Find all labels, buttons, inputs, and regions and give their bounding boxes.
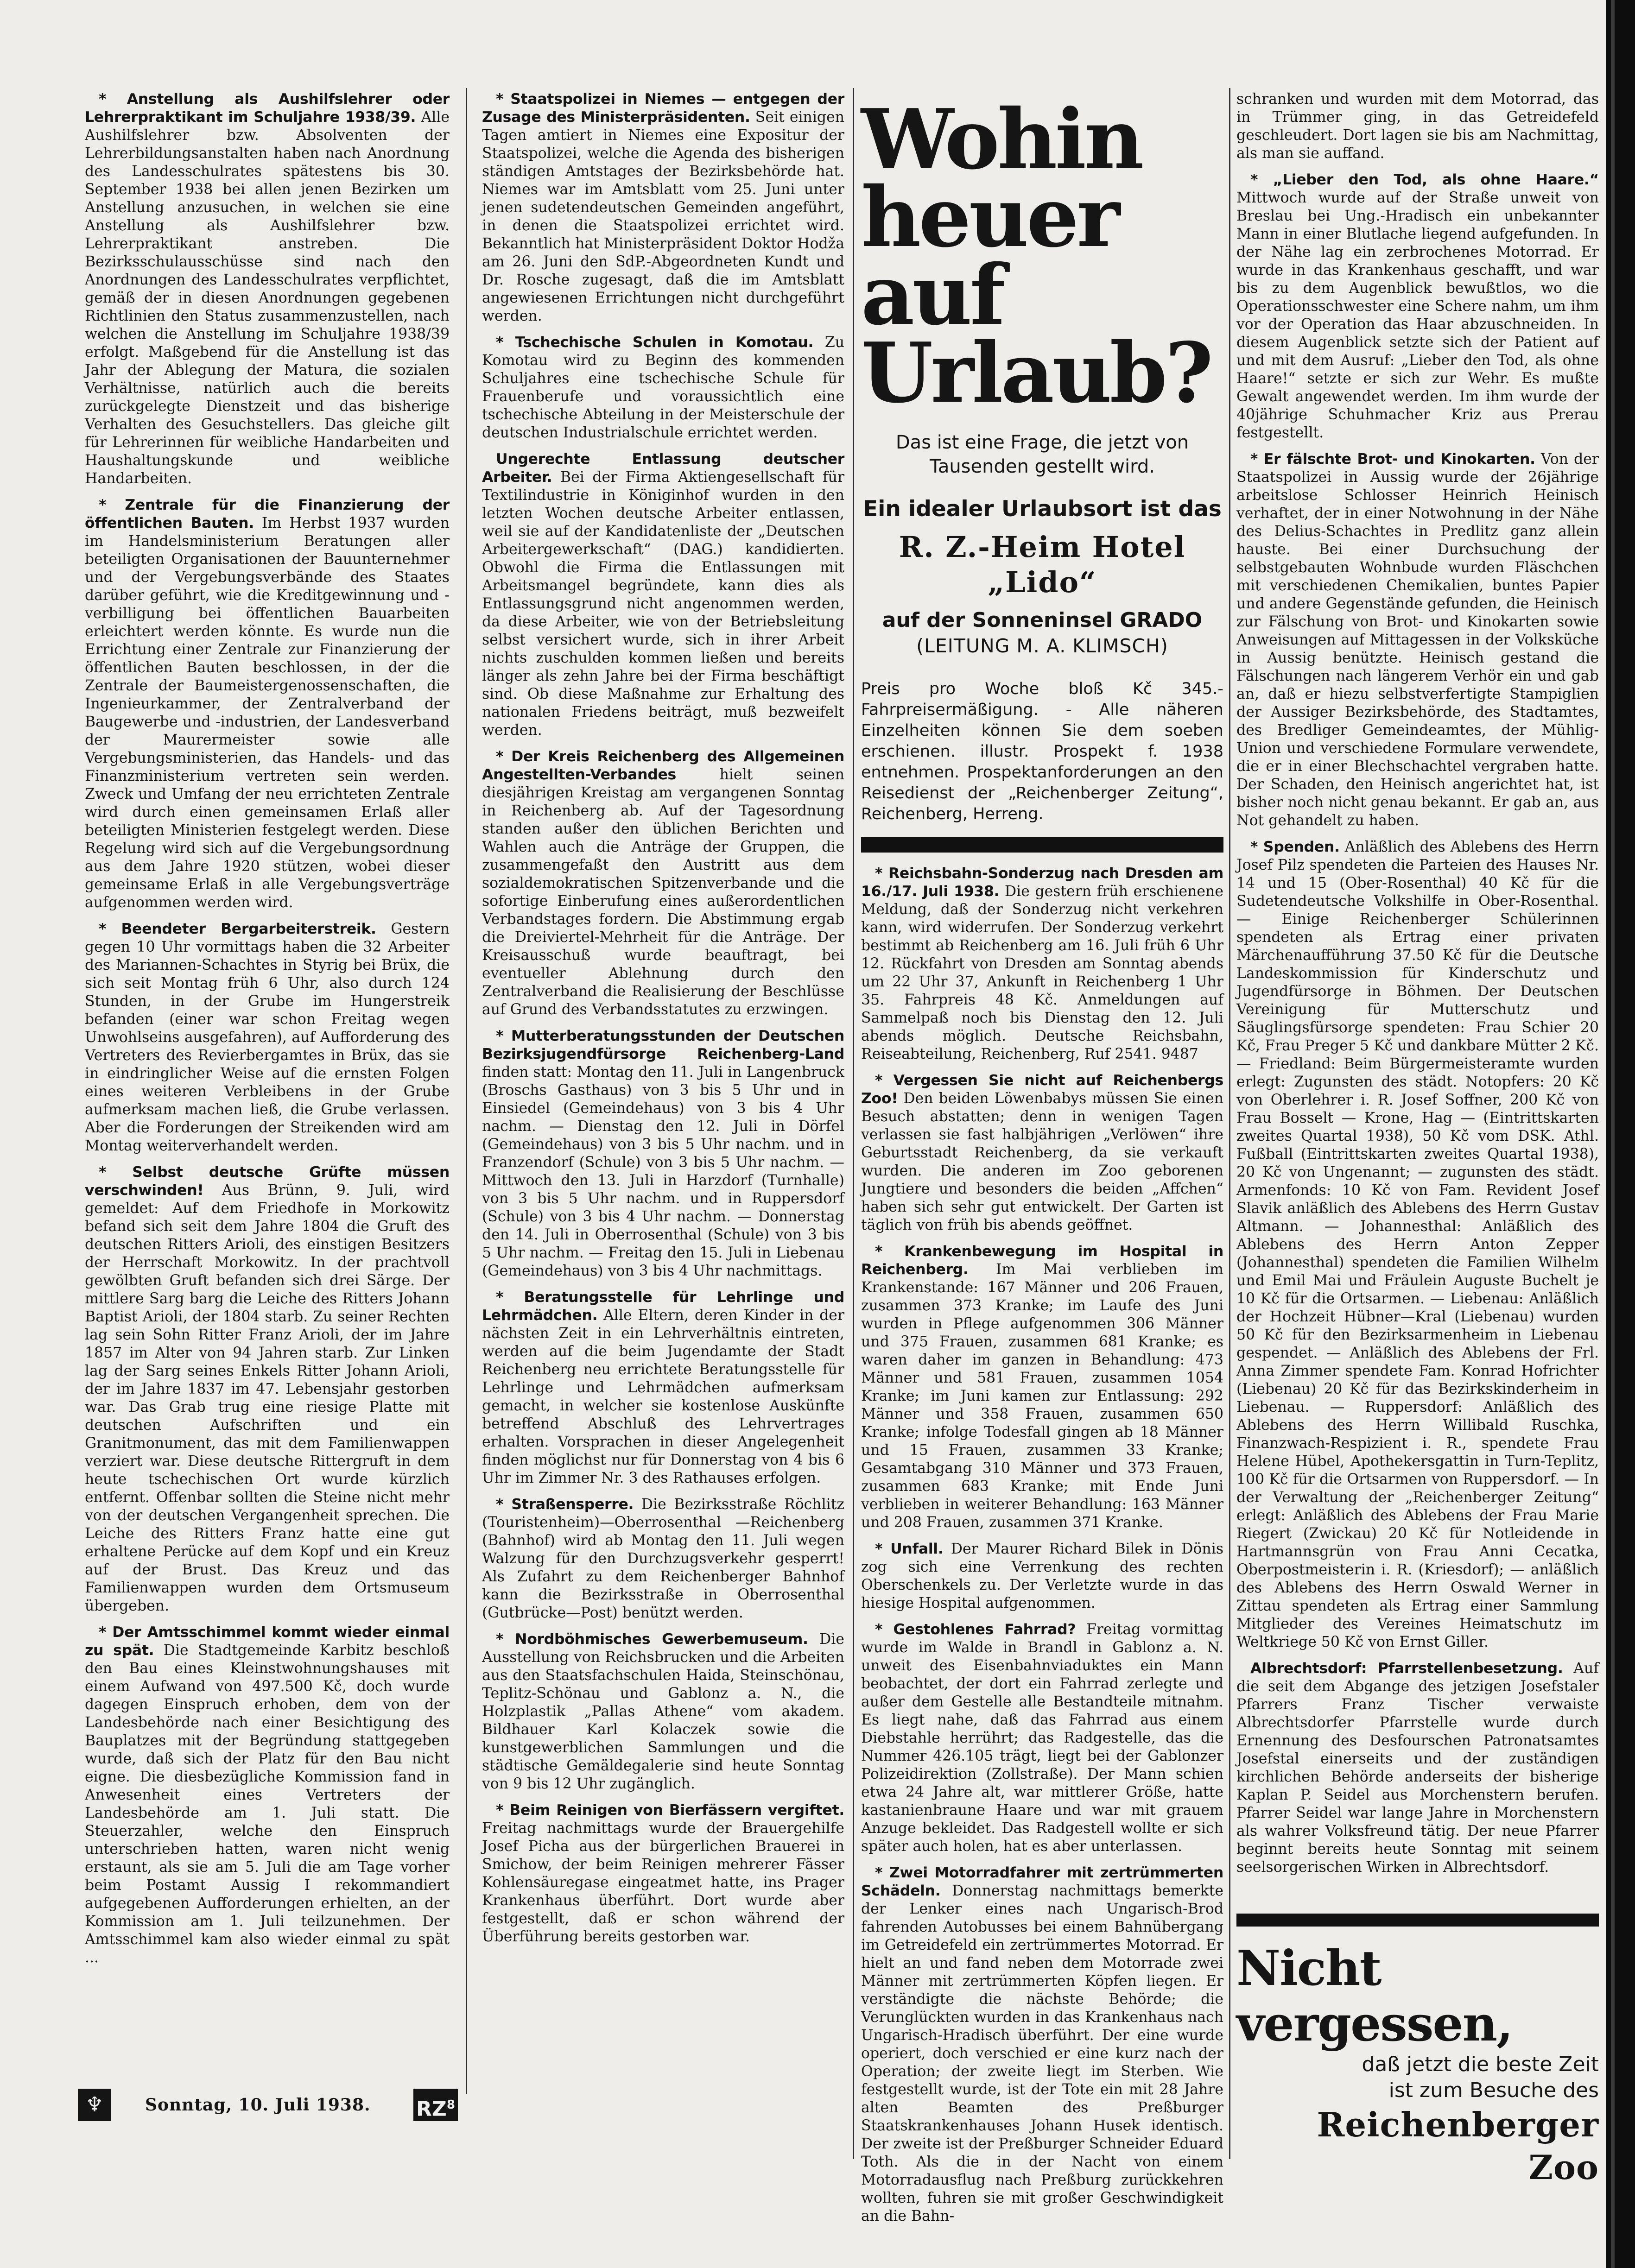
article-body: Anläßlich des Ablebens des Herrn Josef Pilz spendeten die Parteien des Hauses Nr. 14 und 15 (Ober-Rosenthal) 40 Kč für die Sudetendeutsche Volkshilfe in Ober-Rosenthal. — Einige Reichenberger Schülerinnen spendeten als Ertrag einer privaten Märchenaufführung 37.50 Kč für die Deutsche Landeskommission für Kinderschutz und Jugendfürsorge in Böhmen. Der Deutschen Vereinigung für Mutterschutz und Säuglingsfürsorge spendeten: Frau Schier 20 Kč, Frau Preger 5 Kč und dankbare Mütter 2 Kč. — Friedland: Beim Bürgermeisteramte wurden erlegt: Zugunsten des städt. Notopfers: 20 Kč von Oberlehrer i. R. Josef Soffner, 200 Kč von Frau Bosselt — Krone, Hag — (Eintrittskarten zweites Quartal 1938), 50 Kč vom DSK. Athl. Fußball (Eintrittskarten zweites Quartal 1938), 20 Kč von Ungenannt; — zugunsten des städt. Armenfonds: 10 Kč von Fam. Revident Josef Slavik anläßlich des Ablebens des Herrn Gustav Altmann. — Johannesthal: Anläßlich des Ablebens des Herrn Anton Zepper (Johannesthal) spendeten die Familien Wilhelm und Emil Mai und Fräulein Auguste Buchelt je 10 Kč für die Ortsarmen. — Liebenau: Anläßlich der Hochzeit Hübner—Kral (Liebenau) wurden 50 Kč für den Bezirksarmenheim in Liebenau gespendet. — Anläßlich des Ablebens der Frl. Anna Zimmer spendete Fam. Konrad Hofrichter (Liebenau) 20 Kč für das Bezirkskinderheim in Liebenau. — Ruppersdorf: Anläßlich des Ablebens des Herrn Willibald Ruschka, Finanzwach-Respizient i. R., spendete Frau Helene Hübel, Apothekersgattin in Turn-Teplitz, 100 Kč für die Ortsarmen von Ruppersdorf. — In der Verwaltung der „Reichenberger Zeitung“ erlegt: Anläßlich des Ablebens der Frau Marie Riegert (Zwickau) 20 Kč für Notleidende in Hartmannsgrün von Frau Anni Cecatka, Oberpostmeisterin i. R. (Kriesdorf); — anläßlich des Ablebens des Herrn Oswald Werner in Zittau spendeten als Ertrag einer Sammlung Mitglieder des Vereines Heimatschutz im Weltkriege 50 Kč von Ernst Giller.: [1236, 839, 1599, 1650]
article-body: Aus Brünn, 9. Juli, wird gemeldet: Auf dem Friedhofe in Morkowitz befand sich seit dem Jahre 1804 die Gruft des deutschen Ritters Arioli, des einstigen Besitzers der Herrschaft Morkowitz. In der prachtvoll gewölbten Gruft befanden sich drei Särge. Der mittlere Sarg barg die Leiche des Ritters Johann Baptist Arioli, der 1804 starb. Zu seiner Rechten lag sein Sohn Ritter Franz Arioli, der im Jahre 1857 im Alter von 94 Jahren starb. Zur Linken lag der Sarg seines Enkels Ritter Johann Arioli, der im Jahre 1837 im 47. Lebensjahr gestorben war. Das Grab trug eine riesige Platte mit deutschen Aufschriften und ein Granitmonument, das mit dem Familienwappen verziert war. Diese deutsche Rittergruft in dem heute tschechischen Ort wurde kürzlich entfernt. Offenbar sollten die Steine nicht mehr von der deutschen Vergangenheit sprechen. Die Leiche des Ritters Franz hatte eine gut erhaltene Perücke auf dem Kopf und ein Kreuz auf der Brust. Das Kreuz und das Familienwappen wurden dem Ortsmuseum übergeben.: [85, 1182, 450, 1614]
column-1: [85, 90, 450, 2087]
ad-question: Das ist eine Frage, die jetzt von Tausenden gestellt wird.: [895, 432, 1189, 477]
article-body: hielt seinen diesjährigen Kreistag am vergangenen Sonntag in Reichenberg ab. Auf der Tagesordnung standen außer den üblichen Berichten und Wahlen auch die Anträge der Gruppen, die zusammengefaßt den Austritt aus dem sozialdemokratischen Spitzenverbande und die sofortige Einberufung eines außerordentlichen Verbandstages fordern. Die Abstimmung ergab die Dreiviertel-Mehrheit für die Anträge. Der Kreisausschuß wurde beauftragt, bei eventueller Ablehnung durch den Zentralverband die Realisierung der Beschlüsse auf Grund des Verbandsstatutes zu erzwingen.: [482, 766, 844, 1018]
advertisement-zoo: [1236, 1914, 1599, 2189]
article: [482, 1801, 844, 1946]
ad-price-text: Preis pro Woche bloß Kč 345.- Fahrpreisermäßigung. - Alle näheren Einzelheiten können Sie dem soeben erschienen. illustr. Prospekt f. 1938 entnehmen. Prospektanforderungen an den Reisedienst der „Reichenberger Zeitung“, Reichenberg, Herreng.: [861, 680, 1223, 823]
ad-rule: [861, 837, 1223, 853]
article-headline: * Mutterberatungsstunden der Deutschen Bezirksjugendfürsorge Reichenberg-Land: [482, 1028, 844, 1062]
article-headline: * Reichsbahn-Sonderzug nach Dresden am 16./17. Juli 1938.: [861, 865, 1223, 900]
article: [1236, 450, 1599, 830]
article-body: finden statt: Montag den 11. Juli in Langenbruck (Broschs Gasthaus) von 3 bis 5 Uhr und in Einsiedel (Gemeindehaus) von 3 bis 4 Uhr nachm. — Dienstag den 12. Juli in Dörfel (Gemeindehaus) von 3 bis 5 Uhr nachm. und in Franzendorf (Schule) von 3 bis 5 Uhr nachm. — Mittwoch den 13. Juli in Harzdorf (Turnhalle) von 3 bis 5 Uhr nachm. und in Ruppersdorf (Schule) von 3 bis 4 Uhr nachm. — Donnerstag den 14. Juli in Oberrosenthal (Schule) von 3 bis 5 Uhr nachm. — Freitag den 15. Juli in Liebenau (Gemeindehaus) von 3 bis 4 Uhr nachmittags.: [482, 1064, 844, 1279]
article-headline: * Gestohlenes Fahrrad?: [875, 1621, 1076, 1638]
article-body: Die Stadtgemeinde Karbitz beschloß den Bau eines Kleinstwohnungshauses mit einem Aufwand von 497.500 Kč, doch wurde dagegen Einspruch erhoben, dem von der Landesbehörde nach einer Besichtigung des Bauplatzes mit der Begründung stattgegeben wurde, daß sich der Platz für den Bau nicht eigne. Die diesbezügliche Kommission fand in Anwesenheit eines Vertreters der Landesbehörde am 1. Juli statt. Die Steuerzahler, welche den Einspruch unterschrieben hatten, waren nicht wenig erstaunt, als sie am 5. Juli die am Tage vorher beim Postamt Aussig I rekommandiert aufgegebenen Aufforderungen erhielten, an der Kommission am 1. Juli teilzunehmen. Der Amtsschimmel kam also wieder einmal zu spät ...: [85, 1642, 450, 1966]
article-body: Donnerstag nachmittags bemerkte der Lenker eines nach Ungarisch-Brod fahrenden Autobusses bei einem Bahnübergang im Getreidefeld ein zertrümmertes Motorrad. Er hielt an und fand neben dem Motorrade zwei Männer mit zertrümmerten Köpfen liegen. Er verständigte die nächste Behörde; die Verunglückten wurden in das Krankenhaus nach Ungarisch-Hradisch überführt. Der eine wurde operiert, doch verschied er eine kurz nach der Operation; der zweite liegt im Sterben. Wie festgestellt wurde, ist der Tote ein mit 28 Jahre alten Beamten des Preßburger Staatskrankenhauses Johann Husek identisch. Der zweite ist der Preßburger Schneider Eduard Toth. Als die in der Nacht von einem Motorradausflug nach Preßburg zurückkehren wollten, fuhren sie mit großer Geschwindigkeit an die Bahn-: [861, 1883, 1223, 2224]
ad-hotel-name: R. Z.-Heim Hotel „Lido“: [899, 530, 1186, 599]
article-body: Der Maurer Richard Bilek in Dönis zog sich eine Verrenkung des rechten Oberschenkels zu. Der Verletzte wurde in das hiesige Hospital aufgenommen.: [861, 1541, 1223, 1611]
article-headline: * Unfall.: [875, 1541, 944, 1557]
article: [1236, 171, 1599, 442]
article-headline: * Er fälschte Brot- und Kinokarten.: [1250, 451, 1535, 467]
article-headline: * Straßensperre.: [496, 1496, 634, 1513]
article: [482, 1289, 844, 1487]
ad-ideal: Ein idealer Urlaubsort ist das: [863, 496, 1222, 522]
article-headline: * Staatspolizei in Niemes — entgegen der Zusage des Ministerpräsidenten.: [482, 91, 844, 126]
article: [861, 1621, 1223, 1856]
article: [85, 90, 450, 488]
issue-date: Sonntag, 10. Juli 1938.: [145, 2095, 371, 2115]
column-2: [482, 90, 844, 2159]
ad-island: auf der Sonneninsel GRADO: [882, 608, 1203, 632]
page-footer: [78, 2089, 458, 2126]
article-body: Die Ausstellung von Reichsbrucken und die Arbeiten aus den Staatsfachschulen Haida, Steinschönau, Teplitz-Schönau und Gablonz a. N., die Holzplastik „Pallas Athene“ vom akadem. Bildhauer Karl Kolaczek sowie die kunstgewerblichen Sammlungen und die städtische Gemäldegalerie sind heute Sonntag von 9 bis 12 Uhr zugänglich.: [482, 1631, 844, 1792]
zoo-ad-title: Nicht vergessen,: [1236, 1939, 1513, 2052]
article: [482, 90, 844, 325]
article-body: Auf die seit dem Abgange des jetzigen Josefstaler Pfarrers Franz Tischer verwaiste Albrechtsdorfer Pfarrstelle wurde durch Ernennung des Desfourschen Patronatsamtes Josefstal einerseits und der zuständigen kirchlichen Behörde anderseits der bisherige Kaplan P. Seidel aus Morchenstern berufen. Pfarrer Seidel war lange Jahre in Morchenstern als wahrer Volksfreund tätig. Der neue Pfarrer beginnt bereits heute Sonntag mit seinem seelsorgerischen Wirken in Albrechtsdorf.: [1236, 1660, 1599, 1876]
article-body: Freitag vormittag wurde im Walde in Brandl in Gablonz a. N. unweit des Eisenbahnviaduktes ein Mann beobachtet, der dort ein Fahrrad zerlegte und außer dem Gestelle alle Bestandteile mitnahm. Es liegt nahe, daß das Fahrrad aus einem Diebstahle herrührt; das Radgestelle, das die Nummer 426.105 trägt, liegt bei der Gablonzer Polizeidirektion (Zollstraße). Der Mann schien etwa 24 Jahre alt, war mittlerer Größe, hatte kastanienbraune Haare und war mit grauem Anzuge bekleidet. Das Radgestell wollte er sich später auch holen, hat es aber unterlassen.: [861, 1621, 1223, 1855]
newspaper-logo-letters: RZ: [416, 2097, 447, 2121]
scan-edge: [1606, 0, 1635, 2268]
article: [482, 334, 844, 442]
article-headline: * Der Amtsschimmel kommt wieder einmal zu spät.: [85, 1624, 450, 1659]
article: [861, 1072, 1223, 1234]
article-headline: * Zentrale für die Finanzierung der öffentlichen Bauten.: [85, 497, 450, 531]
article-body: Bei der Firma Aktiengesellschaft für Textilindustrie in Königinhof wurden in den letzten Wochen deutsche Arbeiter entlassen, weil sie auf der Kandidatenliste der „Deutschen Arbeitergewerkschaft“ (DAG.) kandidierten. Obwohl die Firma die Entlassungen mit Arbeitsmangel begründete, kann dies als Entlassungsgrund nicht angenommen werden, da diese Arbeiter, wie von der Betriebsleitung selbst versichert wurde, sich in ihrer Arbeit nichts zuschulden kommen ließen und bereits länger als zehn Jahre bei der Firma beschäftigt sind. Ob diese Maßnahme zur Erhaltung des nationalen Friedens beiträgt, muß bezweifelt werden.: [482, 469, 845, 739]
article: [861, 1864, 1223, 2225]
article-headline: * „Lieber den Tod, als ohne Haare.“: [1250, 171, 1599, 188]
zoo-ad-name: Reichenberger Zoo: [1317, 2105, 1599, 2187]
emblem-icon: ♆: [78, 2089, 111, 2121]
article-headline: * Anstellung als Aushilfslehrer oder Lehrerpraktikant im Schuljahre 1938/39.: [85, 91, 450, 126]
zoo-ad-line: daß jetzt die beste Zeit: [1362, 2053, 1599, 2076]
article: [861, 1243, 1223, 1532]
article: [482, 450, 844, 739]
article: [1236, 1660, 1599, 1876]
article-body: Alle Eltern, deren Kinder in der nächsten Zeit in ein Lehrverhältnis eintreten, werden auf die beim Jugendamte der Stadt Reichenberg neu errichtete Beratungsstelle für Lehrlinge und Lehrmädchen aufmerksam gemacht, in welcher sie kostenlose Auskünfte betreffend Abschluß des Lehrvertrages erhalten. Vorsprachen in dieser Angelegenheit finden möglichst nur für Donnerstag von 4 bis 6 Uhr im Zimmer Nr. 3 des Rathauses erfolgen.: [482, 1307, 844, 1486]
article: [1236, 838, 1599, 1651]
article-headline: * Beratungsstelle für Lehrlinge und Lehrmädchen.: [482, 1289, 844, 1324]
column-rule: [466, 88, 467, 2094]
article-headline: * Nordböhmisches Gewerbemuseum.: [496, 1631, 808, 1648]
article-body: Den beiden Löwenbabys müssen Sie einen Besuch abstatten; denn in wenigen Tagen verlassen sie fast halbjährigen „Verlöwen“ ihre Geburtsstadt Reichenberg, da sie verkauft wurden. Die anderen im Zoo geborenen Jungtiere und besonders die beiden „Affchen“ haben sich sehr gut entwickelt. Der Garten ist täglich von früh bis abends geöffnet.: [861, 1090, 1223, 1233]
article-body: Seit einigen Tagen amtiert in Niemes eine Expositur der Staatspolizei, welche die Agenda des bisherigen ständigen Amtstages der Bezirksbehörde hat. Niemes war im Amtsblatt vom 25. Juni unter jenen sudetendeutschen Gemeinden angeführt, in denen die Staatspolizei errichtet wird. Bekanntlich hat Ministerpräsident Doktor Hodža am 26. Juni den SdP.-Abgeordneten Kundt und Dr. Rosche zugesagt, daß die im Amtsblatt angewiesenen Errichtungen nicht durchgeführt werden.: [482, 109, 844, 324]
article-headline: * Beendeter Bergarbeiterstreik.: [99, 921, 376, 937]
article-body: Im Herbst 1937 wurden im Handelsministerium Beratungen aller beteiligten Organisationen der Bauunternehmer und der Vergebungsverbände des Staates darüber geführt, wie die Kreditgewinnung und -verbilligung bei öffentlichen Bauarbeiten erleichtert werden könnte. Es wurde nun die Errichtung einer Zentrale zur Finanzierung der öffentlichen Bauten beschlossen, in der die Zentrale der Baumeistergenossenschaften, die Ingenieurkammer, der Zentralverband der Baugewerbe und -industrien, der Landesverband der Maurermeister sowie alle Vergebungsministerien, das Handels- und das Finanzministerium vertreten sein werden. Zweck und Umfang der neu errichteten Zentrale wird durch einen gemeinsamen Erlaß aller beteiligten Ministerien festgelegt werden. Diese Regelung wird sich auf die Vergebungsordnung aus dem Jahre 1920 stützen, wobei dieser gemeinsame Erlaß in alle Vergebungsverträge aufgenommen werden wird.: [85, 515, 450, 911]
article: [482, 1027, 844, 1280]
column-rule: [853, 88, 854, 2159]
newspaper-logo: [413, 2089, 458, 2121]
article: [482, 1630, 844, 1793]
article: [861, 865, 1223, 1063]
column-rule: [1229, 88, 1230, 2159]
article-headline: * Vergessen Sie nicht auf Reichenbergs Zoo!: [861, 1072, 1223, 1107]
article-headline: Albrechtsdorf: Pfarrstellenbesetzung.: [1250, 1660, 1563, 1677]
article-body: Mittwoch wurde auf der Straße unweit von Breslau bei Ung.-Hradisch ein unbekannter Mann in einer Blutlache liegend aufgefunden. In der Nähe lag ein zerbrochenes Motorrad. Er wurde in das Krankenhaus geschafft, und war bis zu dem Augenblick bewußtlos, wo die Operationsschwester eine Schere nahm, um ihm vor der Operation das Haar abzuschneiden. In diesem Augenblick setzte sich der Patient auf und mit dem Ausruf: „Lieber den Tod, als ohne Haare!“ setzte er sich zur Wehr. Es mußte Gewalt angewendet werden. Im ihm wurde der 40jährige Schuhmacher Kriz aus Prerau festgestellt.: [1236, 190, 1599, 441]
article-body: Die Bezirksstraße Röchlitz (Touristenheim)—Oberrosenthal —Reichenberg (Bahnhof) wird ab Montag den 11. Juli wegen Walzung für den Durchzugsverkehr gesperrt! Als Zufahrt zu dem Reichenberger Bahnhof kann die Bezirksstraße in Oberrosenthal (Gutbrücke—Post) benützt werden.: [482, 1496, 845, 1621]
article-headline: Ungerechte Entlassung deutscher Arbeiter.: [482, 451, 844, 486]
article: [85, 496, 450, 912]
article-headline: * Selbst deutsche Grüfte müssen verschwinden!: [85, 1164, 450, 1199]
article-body: Freitag nachmittags wurde der Brauergehilfe Josef Picha aus der bürgerlichen Brauerei in Smichow, der beim Reinigen mehrerer Fässer Kohlensäuregase eingeatmet hatte, ins Prager Krankenhaus überführt. Dort wurde aber festgestellt, daß er schon während der Überführung bereits gestorben war.: [482, 1820, 844, 1945]
ad-title: Wohin heuer auf Urlaub?: [861, 91, 1211, 421]
article: [482, 748, 844, 1019]
article: [861, 1540, 1223, 1612]
article-body: Zu Komotau wird zu Beginn des kommenden Schuljahres eine tschechische Schule für Frauenberufe und voraussichtlich eine tschechische Abteilung in der Meisterschule der deutschen Industrialschule errichtet werden.: [482, 334, 844, 441]
article-body: Von der Staatspolizei in Aussig wurde der 26jährige arbeitslose Schlosser Heinrich Heinisch verhaftet, der in einer Notwohnung in der Nähe des Delius-Schachtes in Predlitz ganz allein hauste. Bei einer Durchsuchung der selbstgebauten Wohnbude wurden Fläschchen mit verschiedenen Chemikalien, buntes Papier und andere Gegenstände gefunden, die Heinisch zur Fälschung von Brot- und Kinokarten sowie Anweisungen auf Mittagessen in der Volksküche in Aussig benützte. Heinisch gestand die Fälschungen nach längerem Verhör ein und gab an, daß er hiezu selbstverfertigte Stampiglien der Aussiger Bezirksbehörde, des Stadtamtes, des Bredliger Gemeindeamtes, der Mühlig-Union und verschiedene Formulare verwendete, die er in einer Blechschachtel vergraben hatte. Der Schaden, den Heinisch angerichtet hat, ist bisher noch nicht genau bekannt. Er gab an, aus Not gehandelt zu haben.: [1236, 451, 1599, 829]
article-body: Im Mai verblieben im Krankenstande: 167 Männer und 206 Frauen, zusammen 373 Kranke; im Laufe des Juni wurden in Pflege aufgenommen 306 Männer und 375 Frauen, zusammen 681 Kranke; es waren daher im ganzen in Behandlung: 473 Männer und 581 Frauen, zusammen 1054 Kranke; im Juni kamen zur Entlassung: 292 Männer und 358 Frauen, zusammen 650 Kranke; infolge Todesfall gingen ab 18 Männer und 15 Frauen, zusammen 33 Kranke; Gesamtabgang 310 Männer und 373 Frauen, zusammen 683 Kranke; mit Ende Juni verblieben in weiterer Behandlung: 163 Männer und 208 Frauen, zusammen 371 Kranke.: [861, 1261, 1223, 1531]
article-headline: * Krankenbewegung im Hospital in Reichenberg.: [861, 1243, 1223, 1278]
article: [85, 920, 450, 1155]
page-number: 8: [446, 2098, 455, 2112]
article: [85, 1624, 450, 1967]
ad-leitung: (LEITUNG M. A. KLIMSCH): [916, 635, 1168, 657]
ad-rule: [1236, 1914, 1599, 1927]
advertisement-urlaub: [861, 91, 1223, 853]
article-headline: * Zwei Motorradfahrer mit zertrümmerten Schädeln.: [861, 1864, 1223, 1899]
column-3: [861, 90, 1223, 2224]
article-headline: * Spenden.: [1250, 839, 1340, 855]
article-headline: * Beim Reinigen von Bierfässern vergiftet.: [496, 1802, 844, 1819]
article-body: Die gestern früh erschienene Meldung, daß der Sonderzug nicht verkehren kann, wird widerrufen. Der Sonderzug verkehrt bestimmt ab Reichenberg am 16. Juli früh 6 Uhr 12. Rückfahrt von Dresden am Sonntag abends um 22 Uhr 37, Ankunft in Reichenberg 1 Uhr 35. Fahrpreis 48 Kč. Anmeldungen auf Sammelpaß noch bis Dienstag den 12. Juli abends möglich. Deutsche Reichsbahn, Reiseabteilung, Reichenberg, Ruf 2541. 9487: [861, 883, 1223, 1062]
column-4: [1236, 90, 1599, 1902]
article-body: Alle Aushilfslehrer bzw. Absolventen der Lehrerbildungsanstalten haben nach Anordnung des Landesschulrates spätestens bis 30. September 1938 bei allen jenen Bezirken um Anstellung anzusuchen, in welchen sie eine Anstellung als Aushilfslehrer bzw. Lehrerpraktikant anstreben. Die Bezirksschulausschüsse sind nach den Anordnungen des Landesschulrates verpflichtet, gemäß der in diesen Anordnungen gegebenen Richtlinien den Status zusammenzustellen, nach welchen die Anstellung im Schuljahre 1938/39 erfolgt. Maßgebend für die Anstellung ist das Jahr der Ablegung der Matura, die sozialen Verhältnisse, natürlich auch die bereits zurückgelegte Dienstzeit und das bisherige Verhalten des Gesuchstellers. Das gleiche gilt für Lehrerinnen für weibliche Handarbeiten und Haushaltungskunde und weibliche Handarbeiten.: [85, 109, 450, 487]
article: [85, 1163, 450, 1615]
article-headline: * Der Kreis Reichenberg des Allgemeinen Angestellten-Verbandes: [482, 748, 844, 783]
article: [1236, 90, 1599, 163]
article-body: schranken und wurden mit dem Motorrad, das in Trümmer ging, in das Getreidefeld geschleudert. Dort lagen sie bis am Nachmittag, als man sie auffand.: [1236, 91, 1599, 162]
zoo-ad-line: ist zum Besuche des: [1388, 2078, 1599, 2102]
column-3-articles: [861, 865, 1223, 2225]
article-headline: * Tschechische Schulen in Komotau.: [496, 334, 814, 351]
article-body: Gestern gegen 10 Uhr vormittags haben die 32 Arbeiter des Mariannen-Schachtes in Styrig bei Brüx, die sich seit Montag früh 6 Uhr, also durch 124 Stunden, in der Grube im Hungerstreik befanden (einer war schon Freitag wegen Unwohlseins ausgefahren), auf Aufforderung des Vertreters des Revierbergamtes in Brüx, das sie in eindringlicher Weise auf die ernsten Folgen eines weiteren Verbleibens in der Grube aufmerksam machen ließ, die Grube verlassen. Aber die Forderungen der Streikenden wird am Montag weiterverhandelt werden.: [85, 921, 450, 1154]
article: [482, 1496, 844, 1622]
